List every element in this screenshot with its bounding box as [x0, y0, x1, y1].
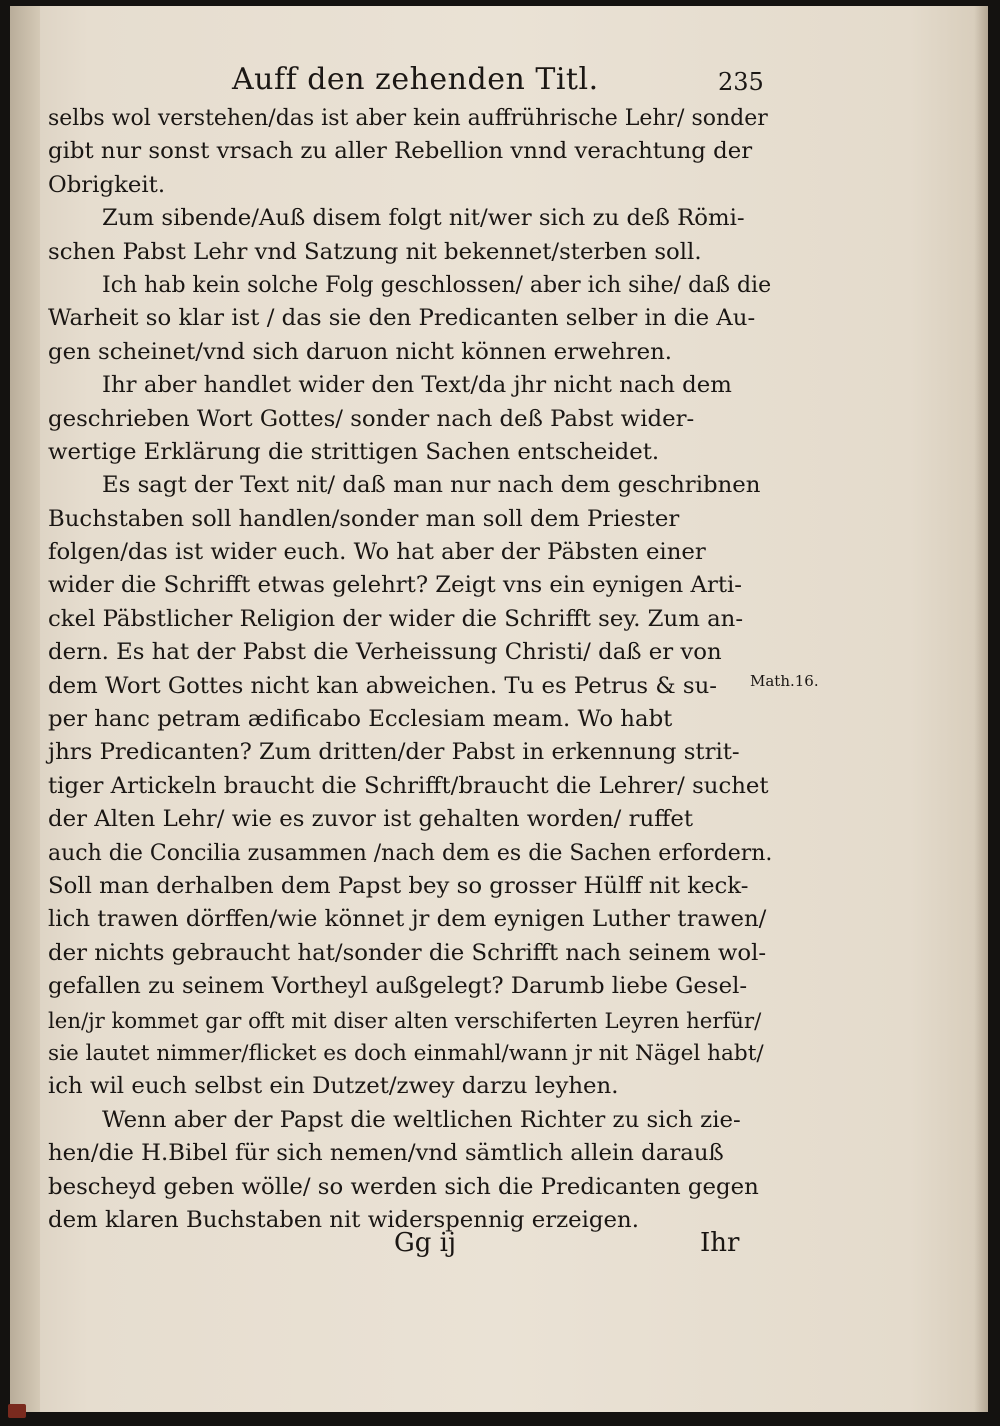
page-edge-shadow — [974, 6, 988, 1412]
text-line: sie lautet nimmer/flicket es doch einmahl/wann jr nit Nägel habt/ — [48, 1040, 764, 1066]
text-line: gen scheinet/vnd sich daruon nicht können erwehren. — [48, 338, 673, 365]
text-line: hen/die H.Bibel für sich nemen/vnd sämtlich allein darauß — [48, 1140, 724, 1167]
text-line: auch die Concilia zusammen /nach dem es die Sachen erfordern. — [48, 840, 773, 866]
text-line: jhrs Predicanten? Zum dritten/der Pabst in erkennung strit- — [48, 739, 740, 766]
text-line: geschrieben Wort Gottes/ sonder nach deß Pabst wider- — [48, 405, 695, 432]
text-line: selbs wol verstehen/das ist aber kein auffrührische Lehr/ sonder — [48, 106, 768, 131]
text-line: per hanc petram ædificabo Ecclesiam meam. Wo habt — [48, 706, 673, 733]
text-line: wider die Schrifft etwas gelehrt? Zeigt vns ein eynigen Arti- — [48, 572, 743, 599]
page-header — [10, 62, 988, 102]
running-head: Auff den zehenden Titl. — [232, 62, 599, 97]
text-line: Zum sibende/Auß disem folgt nit/wer sich zu deß Römi- — [102, 205, 745, 232]
text-line: dem klaren Buchstaben nit widerspennig erzeigen. — [48, 1206, 639, 1233]
text-line: bescheyd geben wölle/ so werden sich die Predicanten gegen — [48, 1173, 759, 1200]
text-line: Ich hab kein solche Folg geschlossen/ aber ich sihe/ daß die — [102, 272, 772, 298]
text-line: dern. Es hat der Pabst die Verheissung Christi/ daß er von — [48, 639, 722, 666]
text-line: Warheit so klar ist / das sie den Predicanten selber in die Au- — [48, 305, 756, 332]
text-line: gibt nur sonst vrsach zu aller Rebellion vnnd verachtung der — [48, 138, 753, 165]
catchword: Ihr — [700, 1228, 740, 1258]
text-line: gefallen zu seinem Vortheyl außgelegt? Darumb liebe Gesel- — [48, 973, 748, 1000]
text-line: len/jr kommet gar offt mit diser alten verschiferten Leyren herfür/ — [48, 1007, 762, 1033]
text-line: folgen/das ist wider euch. Wo hat aber der Päbsten einer — [48, 539, 706, 566]
text-line: Ihr aber handlet wider den Text/da jhr nicht nach dem — [102, 372, 732, 399]
text-line: dem Wort Gottes nicht kan abweichen. Tu es Petrus & su- — [48, 672, 718, 699]
signature-mark: Gg ij — [394, 1228, 457, 1258]
text-line: Soll man derhalben dem Papst bey so grosser Hülff nit keck- — [48, 872, 749, 899]
text-line: Es sagt der Text nit/ daß man nur nach dem geschribnen — [102, 472, 761, 499]
text-line: tiger Artickeln braucht die Schrifft/braucht die Lehrer/ suchet — [48, 772, 769, 799]
stamp-mark — [8, 1404, 26, 1418]
text-line: lich trawen dörffen/wie könnet jr dem eynigen Luther trawen/ — [48, 906, 767, 933]
text-line: wertige Erklärung die strittigen Sachen entscheidet. — [48, 438, 660, 465]
body-text — [48, 102, 774, 1237]
margin-note: Math.16. — [750, 672, 819, 690]
text-line: Wenn aber der Papst die weltlichen Richter zu sich zie- — [102, 1106, 741, 1133]
page-gutter — [10, 6, 40, 1412]
text-line: schen Pabst Lehr vnd Satzung nit bekennet/sterben soll. — [48, 238, 702, 265]
text-line: Buchstaben soll handlen/sonder man soll dem Priester — [48, 505, 680, 532]
text-line: ich wil euch selbst ein Dutzet/zwey darzu leyhen. — [48, 1073, 619, 1100]
text-line: der nichts gebraucht hat/sonder die Schrifft nach seinem wol- — [48, 939, 767, 966]
page-number: 235 — [718, 68, 764, 96]
text-line: ckel Päbstlicher Religion der wider die Schrifft sey. Zum an- — [48, 605, 744, 632]
book-page — [10, 6, 988, 1412]
text-line: Obrigkeit. — [48, 171, 166, 198]
text-line: der Alten Lehr/ wie es zuvor ist gehalten worden/ ruffet — [48, 806, 694, 833]
